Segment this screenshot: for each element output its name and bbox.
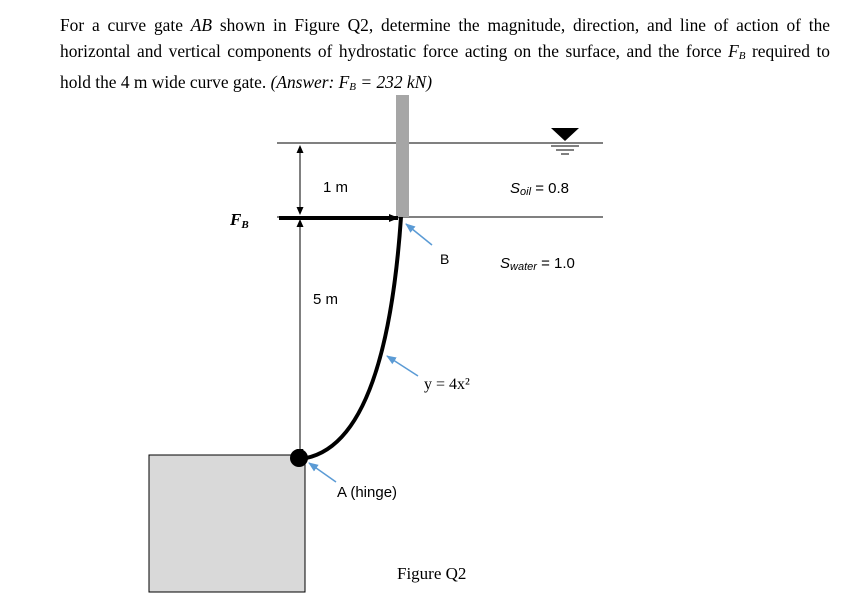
curve-equation: y = 4x² xyxy=(424,376,470,393)
point-b-label: B xyxy=(440,251,450,267)
hinge-a xyxy=(290,449,308,467)
fb-label: FB xyxy=(230,210,249,231)
force-subscript: B xyxy=(738,50,746,62)
figure-caption: Figure Q2 xyxy=(397,564,467,583)
problem-text-2: shown in Figure Q2, determine the magnitude, direction, and line of action of the horizontal and vertical components of hydrostatic force acting on the surface, and the force xyxy=(60,15,830,61)
water-gravity-label: Swater = 1.0 xyxy=(500,255,575,273)
problem-text-3: required to hold the 4 m wide curve gate. xyxy=(60,41,830,92)
problem-text-1: For a curve gate xyxy=(60,15,191,35)
oil-gravity-label: Soil = 0.8 xyxy=(510,180,569,198)
free-surface-icon xyxy=(551,128,579,154)
hinge-label: A (hinge) xyxy=(337,484,398,501)
force-symbol: F xyxy=(728,41,739,61)
dim-1m-label: 1 m xyxy=(323,179,349,196)
answer: (Answer: $F_B = 232$ kN) xyxy=(270,72,433,93)
pointer-arrow-curve xyxy=(387,356,418,376)
dim-5m-label: 5 m xyxy=(313,291,339,308)
curved-gate xyxy=(300,217,401,459)
pointer-arrow-b xyxy=(406,224,432,245)
base-block xyxy=(149,455,305,592)
gate-name: AB xyxy=(190,15,212,35)
pointer-arrow-hinge xyxy=(309,463,336,482)
gate-wall xyxy=(396,95,409,217)
